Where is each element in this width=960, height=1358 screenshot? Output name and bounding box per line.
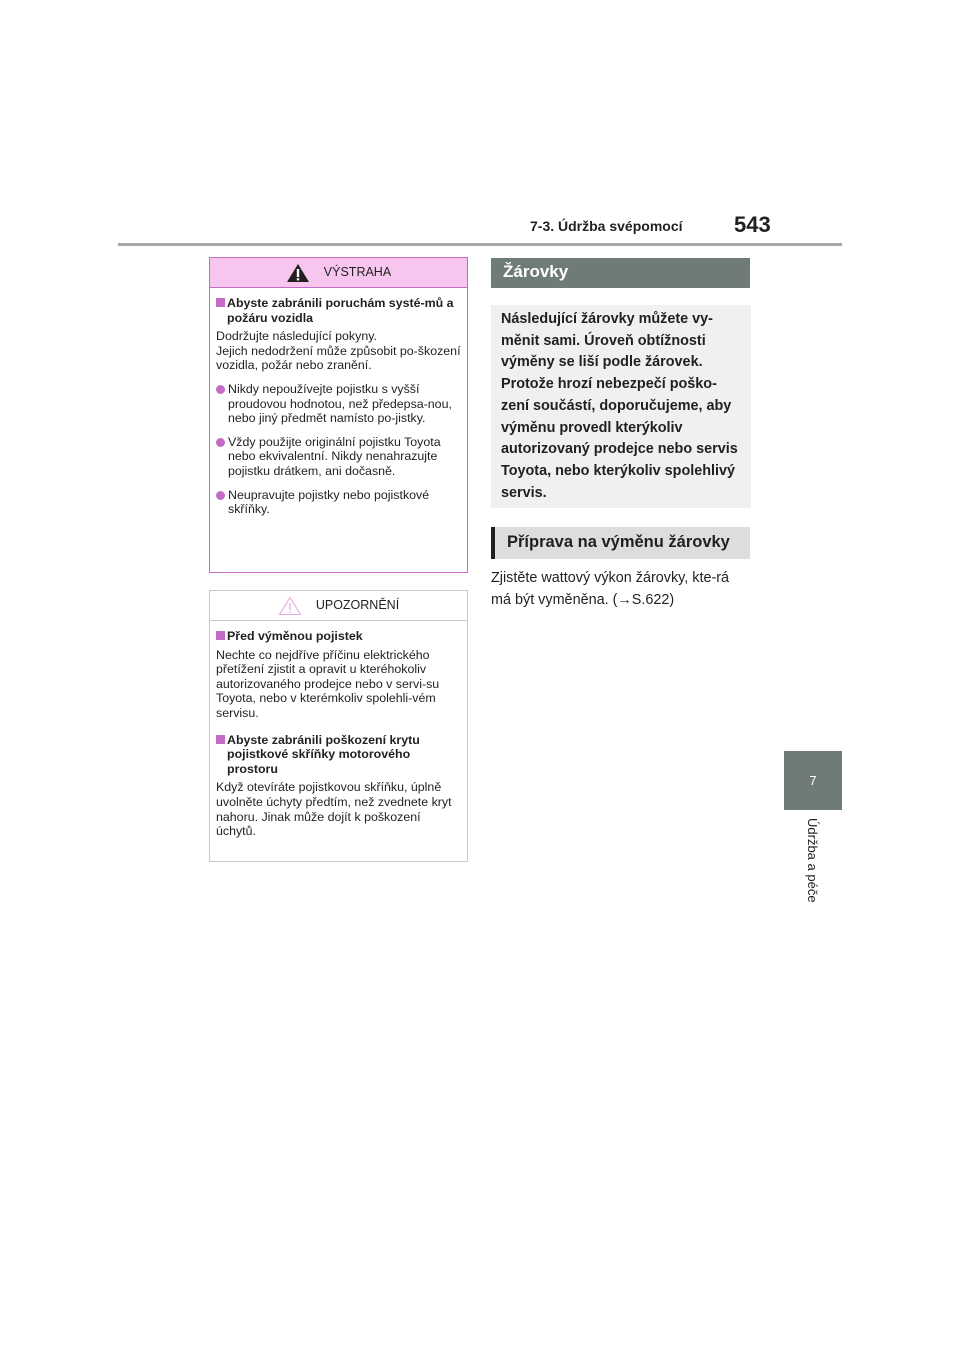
caution-triangle-icon xyxy=(278,596,302,616)
intro-box: Následující žárovky můžete vy-měnit sami. Úroveň obtížnosti výměny se liší podle žárovek. Protože hrozí nebezpečí poško-zení součástí, doporučujeme, aby výměnu provedl kterýkoliv autorizovaný prodejce nebo servis Toyota, nebo kterýkoliv spolehlivý servis. xyxy=(491,305,751,508)
header-rule xyxy=(118,243,842,246)
chapter-tab[interactable] xyxy=(784,751,842,810)
caution-heading-text: Abyste zabránili poškození krytu pojistkové skříňky motorového prostoru xyxy=(227,732,420,776)
round-bullet-icon xyxy=(216,438,225,447)
warning-heading xyxy=(216,296,461,325)
caution-heading xyxy=(216,733,461,777)
section-header-preparation: Příprava na výměnu žárovky xyxy=(491,527,750,559)
square-bullet-icon xyxy=(216,631,225,640)
warning-box-body xyxy=(210,288,467,517)
page-number: 543 xyxy=(734,212,771,237)
caution-box xyxy=(209,590,468,862)
warning-intro-line: Jejich nedodržení může způsobit po-škození vozidla, požár nebo zranění. xyxy=(216,343,461,373)
chapter-label: Údržba a péče xyxy=(805,818,820,903)
caution-heading xyxy=(216,629,461,644)
warning-heading-text: Abyste zabránili poruchám systé-mů a požáru vozidla xyxy=(227,296,454,325)
warning-bullet xyxy=(216,488,461,517)
caution-box-body xyxy=(210,621,467,839)
round-bullet-icon xyxy=(216,385,225,394)
warning-bullet-text: Nikdy nepoužívejte pojistku s vyšší proudovou hodnotou, než předepsa-nou, nebo jiný předmět namísto po-jistky. xyxy=(228,381,452,426)
chapter-number: 7 xyxy=(809,773,817,788)
body-text: Zjistěte wattový výkon žárovky, kte-rá má být vyměněna. (→S.622) xyxy=(491,570,730,608)
warning-box-header xyxy=(210,258,467,288)
caution-box-title: UPOZORNĚNÍ xyxy=(315,598,400,613)
caution-text: Nechte co nejdříve příčinu elektrického přetížení zjistit a opravit u kteréhokoliv autorizovaného prodejce nebo v servi-su Toyota, nebo v kterémkoliv spolehli-vém servisu. xyxy=(216,647,440,720)
section-header-bulbs: Žárovky xyxy=(491,258,750,288)
warning-bullet xyxy=(216,382,461,426)
round-bullet-icon xyxy=(216,491,225,500)
square-bullet-icon xyxy=(216,735,225,744)
warning-box-title: VÝSTRAHA xyxy=(323,265,392,280)
page-header-title: 7-3. Údržba svépomocí xyxy=(530,218,683,234)
warning-box xyxy=(209,257,468,573)
warning-bullet-text: Vždy použijte originální pojistku Toyota nebo ekvivalentní. Nikdy nenahrazujte pojistku drátkem, ani dočasně. xyxy=(228,434,441,478)
square-bullet-icon xyxy=(216,298,225,307)
warning-triangle-icon xyxy=(286,263,310,283)
caution-heading-text: Před výměnou pojistek xyxy=(227,629,363,643)
warning-intro-line: Dodržujte následující pokyny. xyxy=(216,329,377,344)
caution-box-header xyxy=(210,591,467,621)
warning-bullet xyxy=(216,435,461,479)
warning-intro xyxy=(216,329,461,373)
warning-bullet-text: Neupravujte pojistky nebo pojistkové skříňky. xyxy=(228,487,430,517)
caution-text: Když otevíráte pojistkovou skříňku, úplně uvolněte úchyty předtím, než zvednete kryt nahoru. Jinak může dojít k poškození úchytů. xyxy=(216,780,452,839)
